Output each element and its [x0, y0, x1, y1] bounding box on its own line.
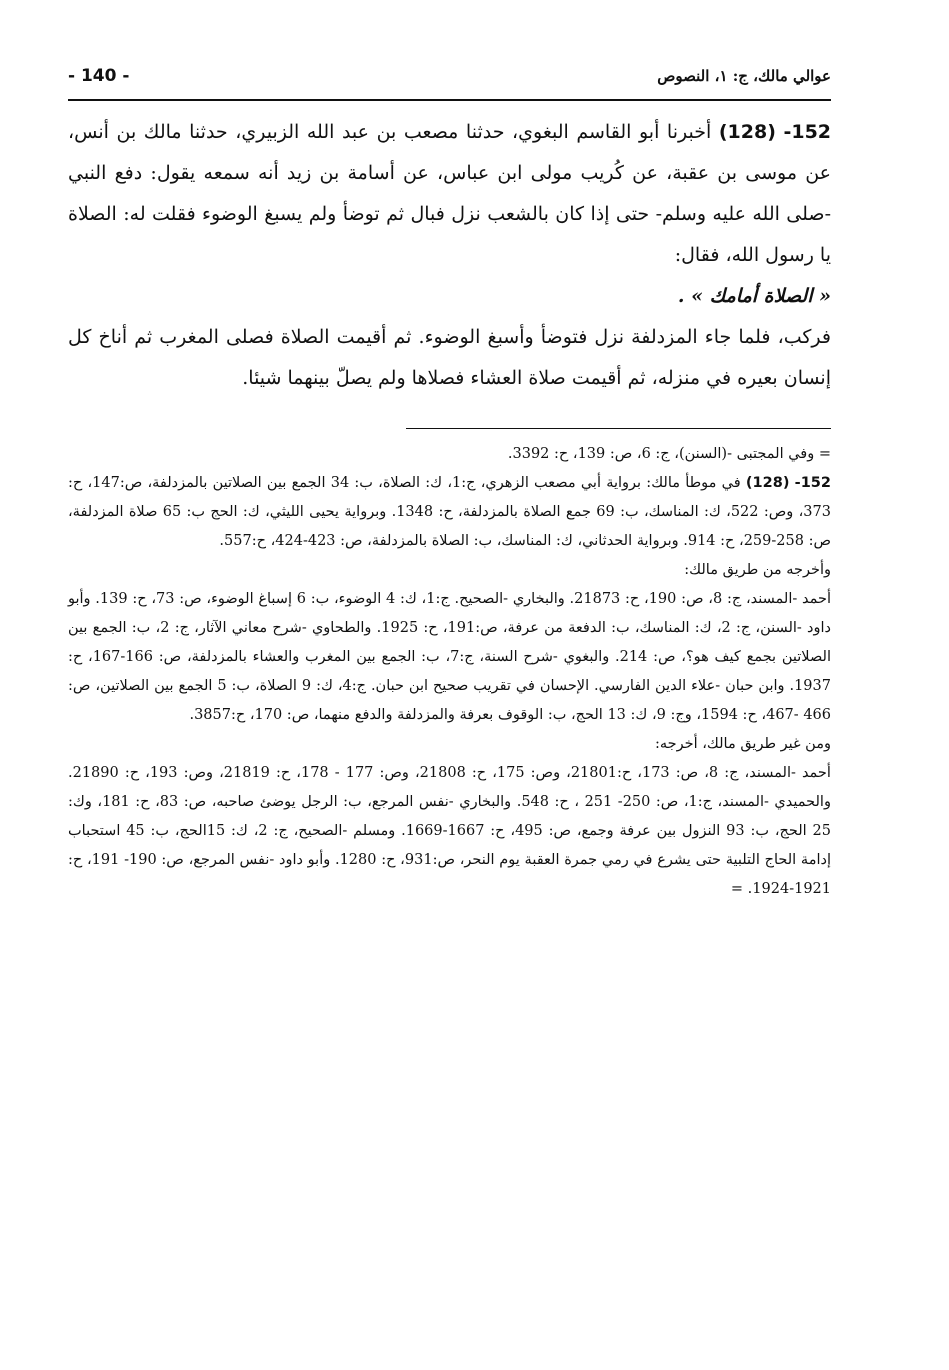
- hadith-number: 152-: [783, 121, 832, 143]
- footnotes: [68, 440, 831, 904]
- footnote-ref-number: (128): [745, 475, 790, 491]
- other-routes-text: أحمد -المسند، ج: 8، ص: 173، ح:21801، وص: 175، ح: 21808، وص: 177 - 178، ح: 21819، وص: 193، ح: 21890. والحميدي -المسند، ج:1، ص: 250- 251 ، ح: 548. والبخاري -نفس المرجع، ب: الرجل يوضئ صاحبه، ص: 83، ح: 181، وك: 25 الحج، ب: 93 النزول بين عرفة وجمع، ص: 495، ح: 1667-1669. ومسلم -الصحيح، ج: 2، ك: 15الحج، ب: 45 استحباب إدامة الحاج التلبية حتى يشرع في رمي جمرة العقبة يوم النحر، ص:931، ح: 1280. وأبو داود -نفس المرجع، ص: 190- 191، ح: 1921-1924. =: [68, 765, 831, 897]
- header-rule: [68, 99, 831, 101]
- hadith-ref-number: (128): [718, 121, 776, 143]
- footnote-separator: [406, 428, 831, 429]
- footnote-entry: [68, 469, 831, 556]
- via-malik-heading: وأخرجه من طريق مالك:: [684, 562, 831, 578]
- page-header: [68, 62, 831, 90]
- hadith-quote: « الصلاة أمامك » .: [677, 285, 831, 307]
- page-number: - 140 -: [68, 66, 130, 86]
- hadith-paragraph: [68, 112, 831, 276]
- footnote-carry: = وفي المجتبى -(السنن)، ج: 6، ص: 139، ح: 3392.: [507, 446, 831, 462]
- via-malik-text: أحمد -المسند، ج: 8، ص: 190، ح: 21873. والبخاري -الصحيح. ج:1، ك: 4 الوضوء، ب: 6 إسباغ الوضوء، ص: 73، ح: 139. وأبو داود -السنن، ج: 2، ك: المناسك، ب: الدفعة من عرفة، ص:191، ح: 1925. والطحاوي -شرح معاني الآثار، ج: 2، ب: الجمع بين الصلاتين بجمع كيف هو؟، ص: 214. والبغوي -شرح السنة، ج:7، ب: الجمع بين المغرب والعشاء بالمزدلفة، ص: 166-167، ح: 1937. وابن حبان -علاء الدين الفارسي. الإحسان في تقريب صحيح ابن حبان. ج:4، ك: 9 الصلاة، ب: 5 الجمع بين الصلاتين، ص: 466 -467، ح: 1594، وج: 9، ك: 13 الحج، ب: الوقوف بعرفة والمزدلفة والدفع منهما، ص: 170، ح:3857.: [68, 591, 832, 723]
- footnote-number: 152-: [794, 475, 831, 491]
- other-routes-heading: ومن غير طريق مالك، أخرجه:: [655, 736, 831, 752]
- running-title: عوالي مالك، ج: ١، النصوص: [657, 67, 831, 85]
- footnote-text: في موطأ مالك: برواية أبي مصعب الزهري، ج:1، ك: الصلاة، ب: 34 الجمع بين الصلاتين بالمزدلفة، ص:147، ح: 373، وص: 522، ك: المناسك، ب: 69 جمع الصلاة بالمزدلفة، ح: 1348. وبرواية يحيى الليثي، ك: الحج ب: 65 صلاة المزدلفة، ص: 258-259، ح: 914. وبرواية الحدثاني، ك: المناسك، ب: الصلاة بالمزدلفة، ص: 423-424، ح:557.: [68, 475, 831, 549]
- hadith-text: أخبرنا أبو القاسم البغوي، حدثنا مصعب بن عبد الله الزبيري، حدثنا مالك بن أنس، عن موسى بن عقبة، عن كُريب مولى ابن عباس، عن أسامة بن زيد أنه سمعه يقول: دفع النبي -صلى الله عليه وسلم- حتى إذا كان بالشعب نزل فبال ثم توضأ ولم يسبغ الوضوء فقلت له: الصلاة يا رسول الله، فقال:: [68, 121, 831, 266]
- hadith-continuation: فركب، فلما جاء المزدلفة نزل فتوضأ وأسبغ الوضوء. ثم أقيمت الصلاة فصلى المغرب ثم أناخ كل إنسان بعيره في منزله، ثم أقيمت صلاة العشاء فصلاها ولم يصلّ بينهما شيئا.: [68, 326, 831, 389]
- hadith-body: [68, 112, 831, 399]
